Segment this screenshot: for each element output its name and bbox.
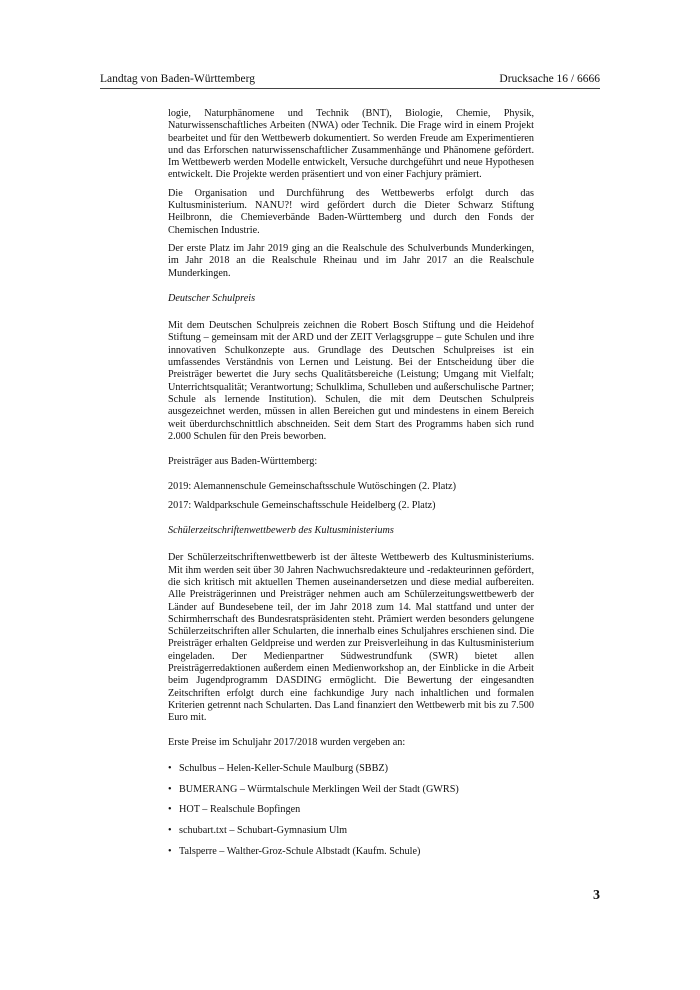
page-number: 3 [593, 888, 600, 903]
paragraph: Der Schülerzeitschriftenwettbewerb ist der älteste Wettbewerb des Kultusministeriums. Mit ihm werden seit über 30 Jahren Nachwuchsredakteure und -redakteurinnen gefördert, die sich kritisch mit aktuellen Themen auseinandersetzen und diese medial aufbereiten. Alle Preisträgerinnen und Preisträger nehmen auch am Schülerzeitungswettbewerb der Länder auf Bundesebene teil, der im Jahr 2018 zum 14. Mal stattfand und unter der Schirmherrschaft des Bundesratspräsidenten steht. Prämiert werden besonders gelungene Schülerzeitschriften aller Schularten, die innerhalb eines Schuljahres erschienen sind. Die Preisträger erhalten Geldpreise und werden zur Preisverleihung in das Kultusministerium eingeladen. Der Medienpartner Südwestrundfunk (SWR) bietet allen Preisträgerredaktionen außerdem einen Medienworkshop an, der Einblicke in die Arbeit beim Jugendprogramm DASDING ermöglicht. Die Bewertung der eingesandten Zeitschriften erfolgt durch eine fachkundige Jury nach inhaltlichen und formalen Kriterien getrennt nach Schularten. Das Land finanziert den Wettbewerb mit bis zu 7.500 Euro mit. [168, 552, 534, 724]
bullet-icon: • [168, 762, 172, 774]
paragraph: Erste Preise im Schuljahr 2017/2018 wurden vergeben an: [168, 737, 406, 749]
bullet-icon: • [168, 845, 172, 857]
paragraph: Der erste Platz im Jahr 2019 ging an die Realschule des Schulverbunds Munderkingen, im Jahr 2018 an die Realschule Rheinau und im Jahr 2017 an die Realschule Munderkingen. [168, 242, 534, 279]
page-header [100, 72, 600, 86]
paragraph: logie, Naturphänomene und Technik (BNT), Biologie, Chemie, Physik, Naturwissenschaftliches Arbeiten (NWA) oder Technik. Die Frage wird in einem Projekt bearbeitet und für den Wettbewerb dokumentiert. So werden Freude am Experimentieren und das Erforschen naturwissenschaftlicher Zusammenhänge und Phänomene gefördert. Im Wettbewerb werden Modelle entwickelt, Versuche durchgeführt und neue Hypothesen entwickelt. Die Projekte werden präsentiert und von einer Fachjury prämiert. [168, 108, 534, 181]
list-item: • schubart.txt – Schubart-Gymnasium Ulm [168, 825, 348, 837]
paragraph: Preisträger aus Baden-Württemberg: [168, 456, 318, 468]
bullet-icon: • [168, 825, 172, 837]
section-heading: Schülerzeitschriftenwettbewerb des Kultusministeriums [168, 525, 394, 537]
list-item: • HOT – Realschule Bopfingen [168, 804, 301, 816]
winner-list [168, 763, 534, 858]
list-item: • BUMERANG – Würmtalschule Merklingen Weil der Stadt (GWRS) [168, 783, 459, 795]
paragraph: Mit dem Deutschen Schulpreis zeichnen die Robert Bosch Stiftung und die Heidehof Stiftung – gemeinsam mit der ARD und der ZEIT Verlagsgruppe – gute Schulen und ihre innovativen Schulkonzepte aus. Grundlage des Deutschen Schulpreises ist ein umfassendes Verständnis von Lernen und Leistung. Bei der Entscheidung über die Preisträger bewertet die Jury sechs Qualitätsbereiche (Leistung; Umgang mit Vielfalt; Unterrichtsqualität; Verantwortung; Schulklima, Schulleben und außerschulische Partner; Schule als lernende Institution). Schulen, die mit dem Deutschen Schulpreis ausgezeichnet werden, müssen in allen Bereichen gut und mindestens in einem Bereich weit überdurchschnittlich abschneiden. Seit dem Start des Programms haben sich rund 2.000 Schulen für den Preis beworben. [168, 320, 534, 442]
bullet-icon: • [168, 804, 172, 816]
bullet-icon: • [168, 783, 172, 795]
paragraph: 2017: Waldparkschule Gemeinschaftsschule Heidelberg (2. Platz) [168, 499, 436, 511]
main-text [168, 108, 534, 867]
header-parliament: Landtag von Baden-Württemberg [100, 73, 255, 85]
paragraph: Die Organisation und Durchführung des Wettbewerbs erfolgt durch das Kultusministerium. NANU?! wird gefördert durch die Dieter Schwarz Stiftung Heilbronn, die Chemieverbände Baden-Württemberg und durch den Fonds der Chemischen Industrie. [168, 187, 534, 236]
header-divider [100, 88, 600, 89]
section-heading: Deutscher Schulpreis [168, 292, 256, 304]
list-item: • Talsperre – Walther-Groz-Schule Albstadt (Kaufm. Schule) [168, 845, 421, 857]
header-document-number: Drucksache 16 / 6666 [499, 73, 600, 85]
paragraph: 2019: Alemannenschule Gemeinschaftsschule Wutöschingen (2. Platz) [168, 481, 456, 493]
list-item: • Schulbus – Helen-Keller-Schule Maulburg (SBBZ) [168, 762, 388, 774]
